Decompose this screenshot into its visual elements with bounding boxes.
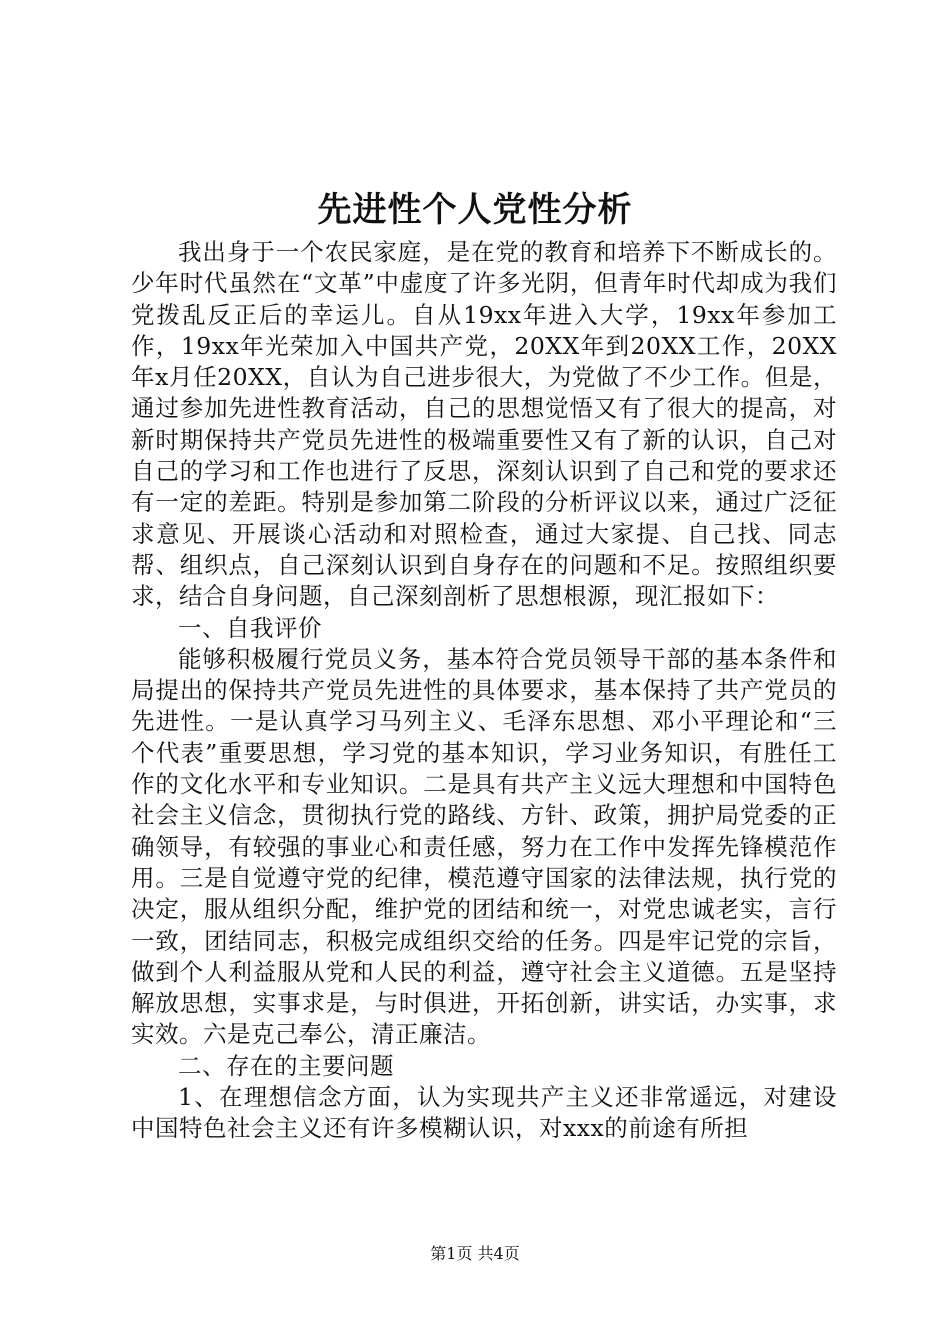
paragraph-intro: 我出身于一个农民家庭，是在党的教育和培养下不断成长的。少年时代虽然在“文革”中虚度了许多光阴，但青年时代却成为我们党拨乱反正后的幸运儿。自从19xx年进入大学，19xx年参加工作，19xx年光荣加入中国共产党，20XX年到20XX工作，20XX年x月任20XX，自认为自己进步很大，为党做了不少工作。但是，通过参加先进性教育活动，自己的思想觉悟又有了很大的提高，对新时期保持共产党员先进性的极端重要性又有了新的认识，自己对自己的学习和工作也进行了反思，深刻认识到了自己和党的要求还有一定的差距。特别是参加第二阶段的分析评议以来，通过广泛征求意见、开展谈心活动和对照检查，通过大家提、自己找、同志帮、组织点，自己深刻认识到自身存在的问题和不足。按照组织要求，结合自身问题，自己深刻剖析了思想根源，现汇报如下： — [131, 238, 837, 611]
page-title: 先进性个人党性分析 — [317, 190, 633, 230]
paragraph-self-evaluation: 能够积极履行党员义务，基本符合党员领导干部的基本条件和局提出的保持共产党员先进性的具体要求，基本保持了共产党员的先进性。一是认真学习马列主义、毛泽东思想、邓小平理论和“三个代表”重要思想，学习党的基本知识，学习业务知识，有胜任工作的文化水平和专业知识。二是具有共产主义远大理想和中国特色社会主义信念，贯彻执行党的路线、方针、政策，拥护局党委的正确领导，有较强的事业心和责任感，努力在工作中发挥先锋模范作用。三是自觉遵守党的纪律，模范遵守国家的法律法规，执行党的决定，服从组织分配，维护党的团结和统一，对党忠诚老实，言行一致，团结同志，积极完成组织交给的任务。四是牢记党的宗旨，做到个人利益服从党和人民的利益，遵守社会主义道德。五是坚持解放思想，实事求是，与时俱进，开拓创新，讲实话，办实事，求实效。六是克己奉公，清正廉洁。 — [131, 644, 837, 1049]
page-footer: 第1页 共4页 — [430, 1244, 520, 1263]
section-heading-self-evaluation: 一、自我评价 — [178, 613, 322, 642]
document-body — [131, 237, 837, 1145]
paragraph-problem-1: 1、在理想信念方面，认为实现共产主义还非常遥远，对建设中国特色社会主义还有许多模糊认识，对xxx的前途有所担 — [131, 1083, 837, 1143]
section-heading-main-problems: 二、存在的主要问题 — [178, 1051, 394, 1080]
